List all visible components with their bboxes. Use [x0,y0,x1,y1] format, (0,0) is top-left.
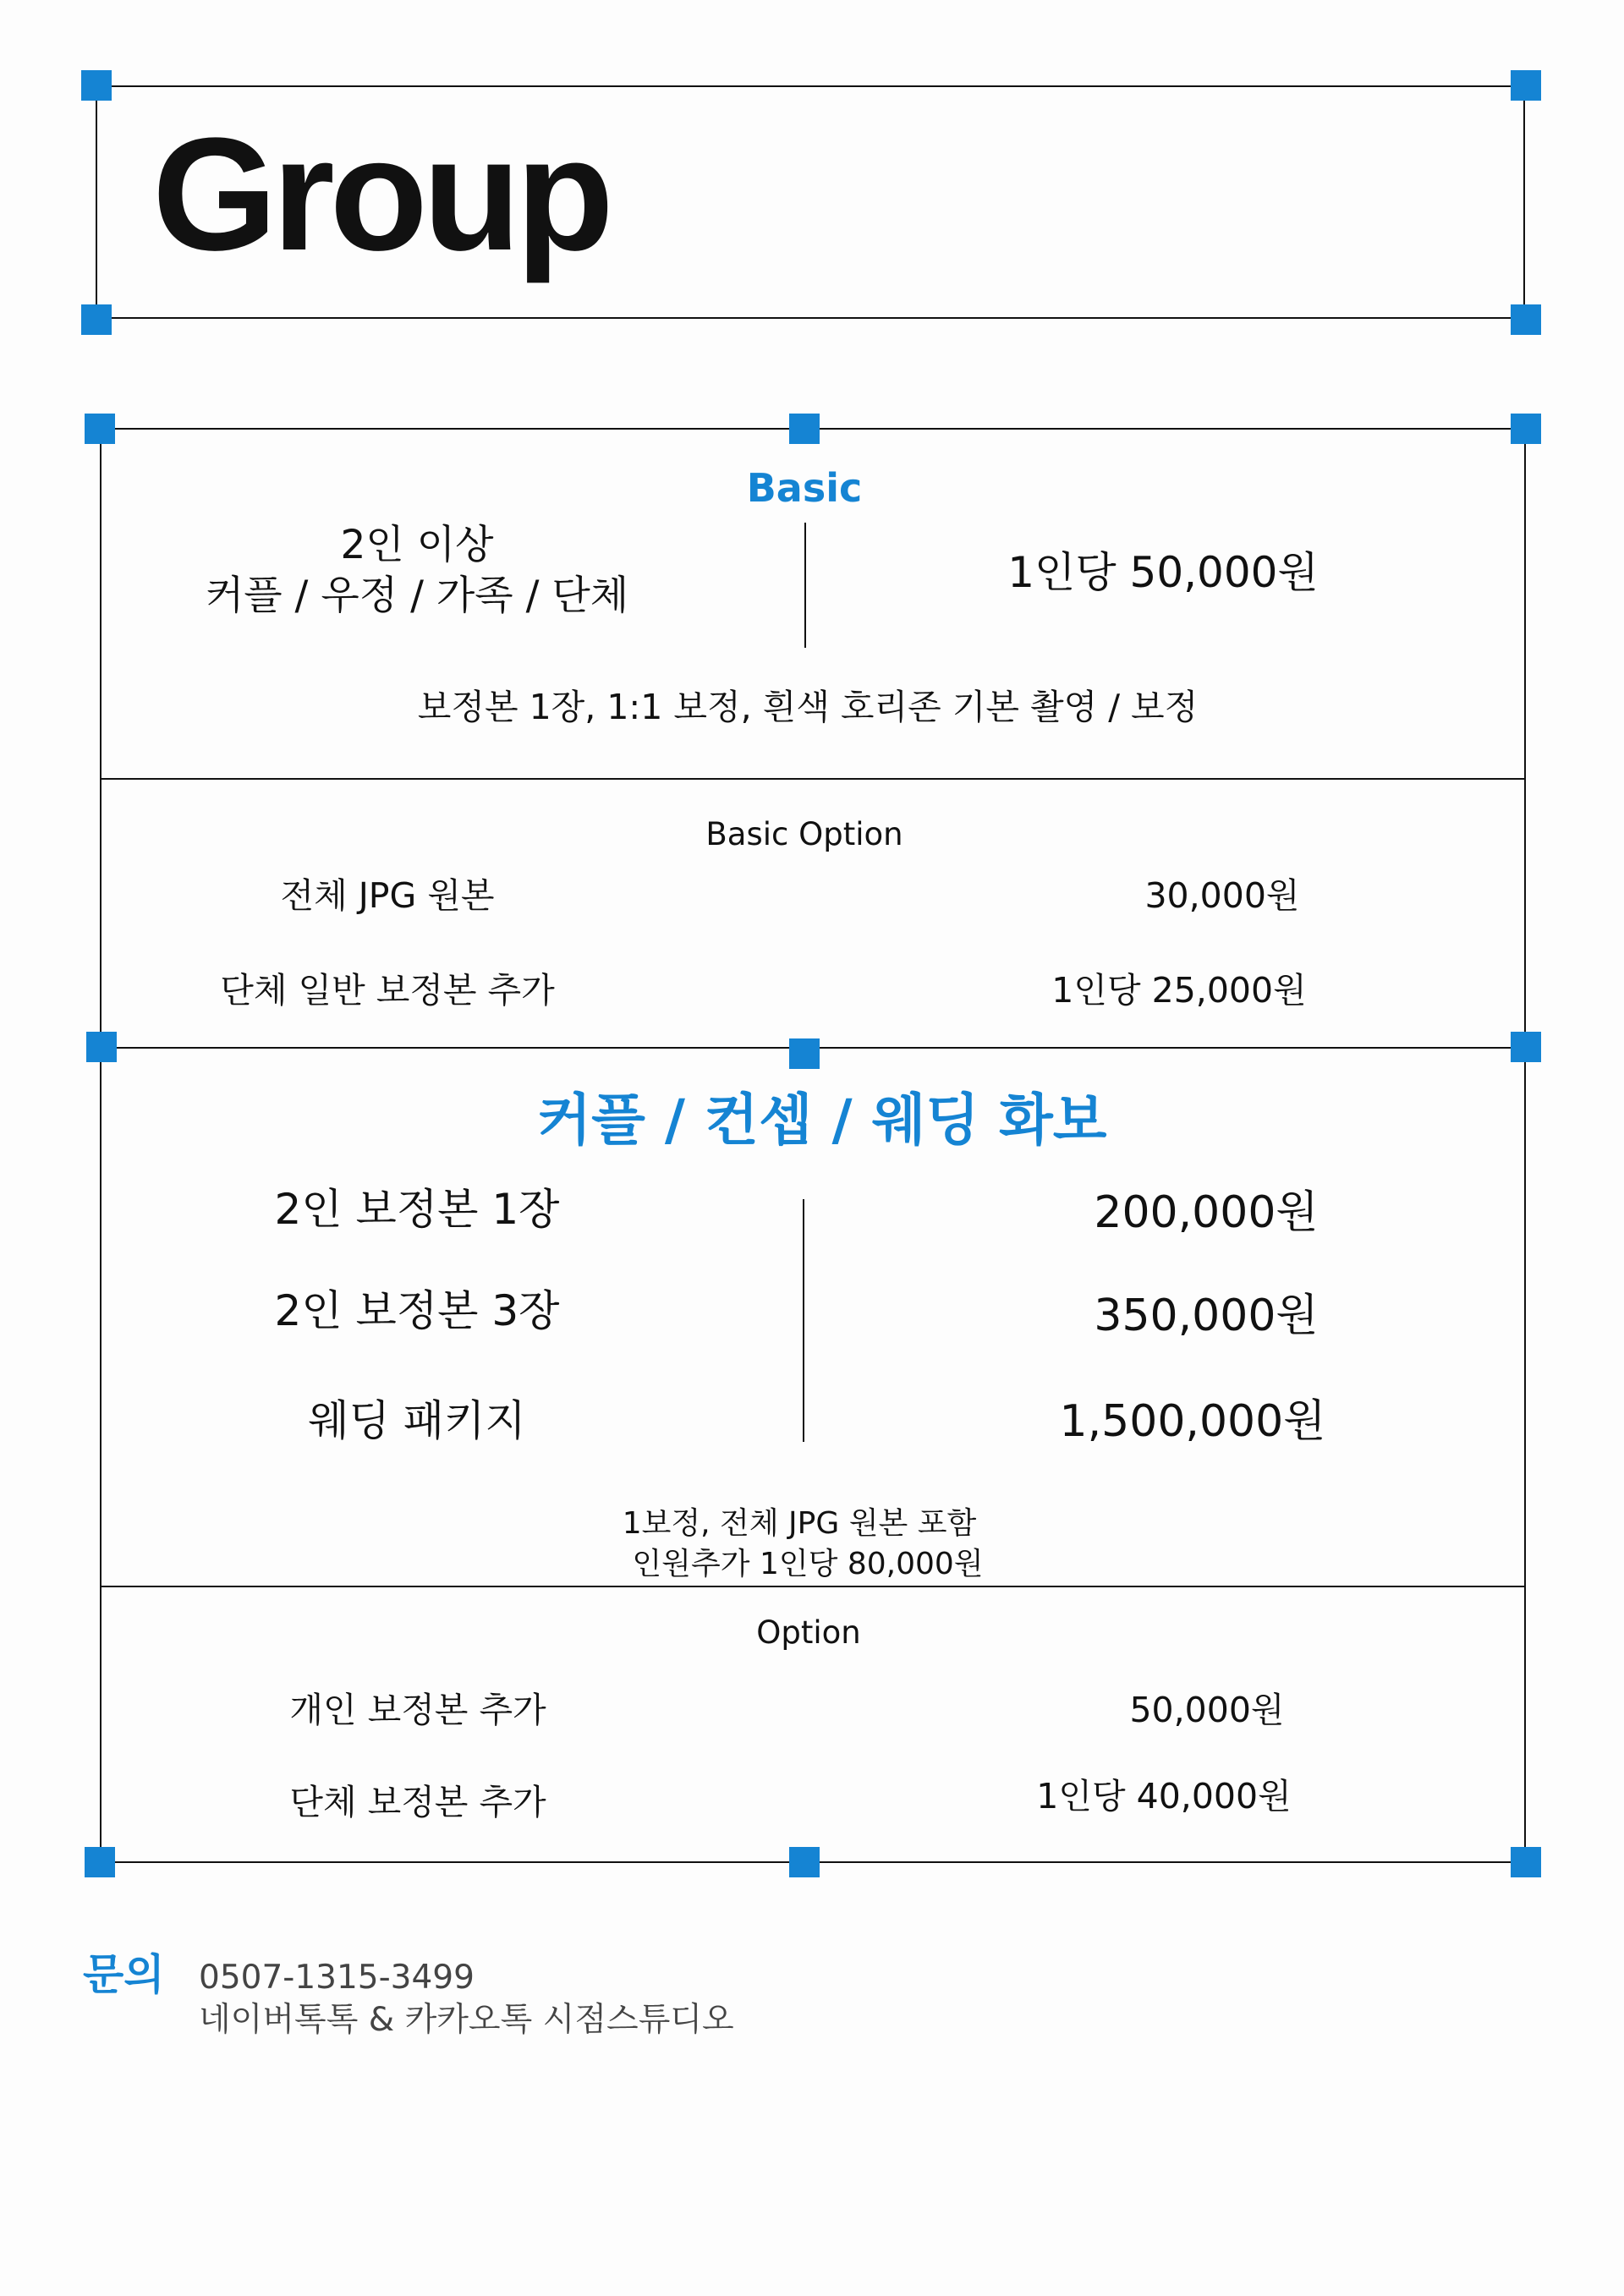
basic-heading: Basic [746,465,863,511]
resize-handle-frame-tl[interactable] [85,414,115,444]
contact-channels: 네이버톡톡 & 카카오톡 시점스튜디오 [199,2001,734,2039]
basic-type-text: 커플 / 우정 / 가족 / 단체 [205,573,629,619]
title-frame-bottom-line [96,317,1525,319]
resize-handle-frame-tm[interactable] [789,414,820,444]
resize-handle-tl[interactable] [81,70,112,101]
option-price-1: 50,000원 [1129,1690,1285,1730]
basic-price: 1인당 50,000원 [1007,548,1319,597]
concept-note-2: 인원추가 1인당 80,000원 [632,1547,984,1581]
basic-vertical-divider [804,523,806,648]
concept-price-3: 1,500,000원 [1059,1396,1326,1447]
title-frame-left-line [96,85,97,319]
frame-right-line [1524,428,1526,1863]
basic-option-heading: Basic Option [705,816,903,852]
basic-option-label-1: 전체 JPG 원본 [280,875,495,916]
resize-handle-frame-tr[interactable] [1511,414,1541,444]
page-title: Group [152,105,609,284]
option-label-2: 단체 보정본 추가 [289,1782,546,1822]
resize-handle-br[interactable] [1511,304,1541,335]
title-frame-top-line [96,85,1525,87]
resize-handle-frame-br[interactable] [1511,1847,1541,1877]
option-heading: Option [756,1614,861,1651]
concept-price-2: 350,000원 [1094,1290,1319,1341]
option-label-1: 개인 보정본 추가 [289,1690,546,1730]
basic-option-price-1: 30,000원 [1144,875,1300,916]
resize-handle-frame-mm[interactable] [789,1038,820,1069]
basic-people-text: 2인 이상 [340,522,494,568]
contact-label: 문의 [83,1950,165,1999]
resize-handle-frame-bl[interactable] [85,1847,115,1877]
contact-phone: 0507-1315-3499 [199,1959,475,1997]
basic-option-price-2: 1인당 25,000원 [1051,970,1307,1011]
concept-label-3: 웨딩 패키지 [308,1396,526,1445]
concept-heading: 커플 / 컨셉 / 웨딩 화보 [537,1088,1107,1153]
basic-option-label-2: 단체 일반 보정본 추가 [220,970,555,1011]
concept-note-1: 1보정, 전체 JPG 원본 포함 [622,1506,977,1541]
resize-handle-tr[interactable] [1511,70,1541,101]
resize-handle-frame-bm[interactable] [789,1847,820,1877]
basic-note: 보정본 1장, 1:1 보정, 흰색 호리존 기본 촬영 / 보정 [417,687,1199,727]
concept-label-2: 2인 보정본 3장 [274,1286,560,1335]
divider-option [100,1586,1526,1587]
option-price-2: 1인당 40,000원 [1036,1776,1292,1817]
resize-handle-bl[interactable] [81,304,112,335]
title-frame-right-line [1523,85,1525,319]
divider-basic [100,778,1526,780]
concept-price-1: 200,000원 [1094,1187,1319,1238]
concept-label-1: 2인 보정본 1장 [274,1185,560,1234]
resize-handle-frame-mr[interactable] [1511,1032,1541,1062]
resize-handle-frame-ml[interactable] [86,1032,117,1062]
concept-vertical-divider [803,1199,804,1442]
frame-left-line [100,428,102,1863]
